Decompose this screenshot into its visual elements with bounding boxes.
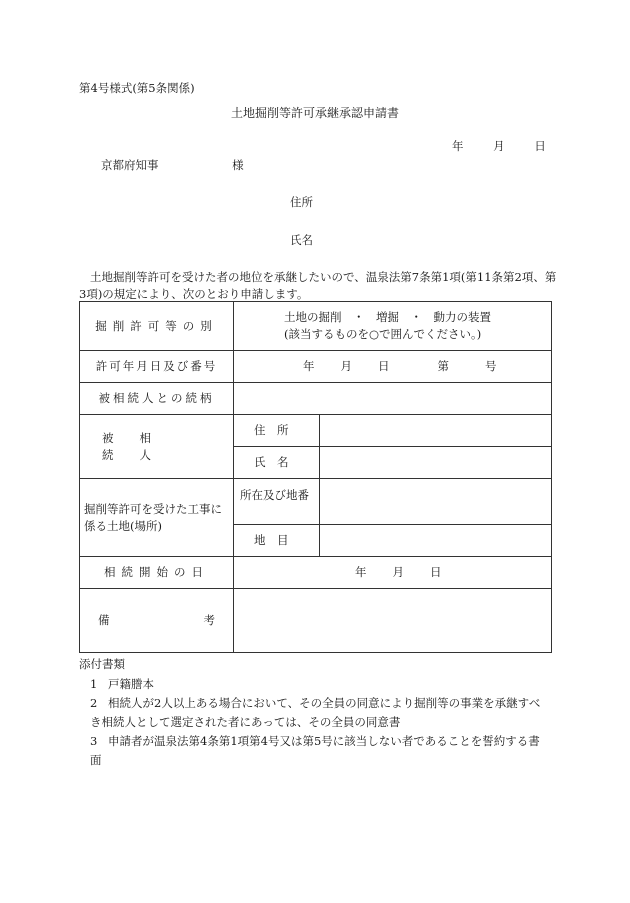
applicant-name-label: 氏名 — [290, 233, 313, 247]
application-date — [452, 138, 546, 154]
remarks-value[interactable] — [234, 589, 552, 653]
date-year-label: 年 — [452, 139, 464, 153]
applicant-address-label: 住所 — [290, 195, 313, 209]
attachment-item — [90, 675, 550, 694]
permit-type-instruction: (該当するものを○で囲んでください。) — [284, 327, 482, 341]
attachment-item — [90, 694, 550, 732]
attachments-heading: 添付書類 — [79, 657, 125, 671]
permit-date-label-cell — [80, 351, 234, 383]
inheritance-date-label: 相続開始の日 — [104, 565, 209, 579]
decedent-name-label-cell — [234, 447, 320, 479]
decedent-label-cell — [80, 415, 234, 479]
application-table — [79, 301, 552, 653]
permit-type-value-cell[interactable] — [234, 302, 552, 351]
table-row-inheritance-date — [80, 557, 552, 589]
permit-date-month: 月 — [340, 359, 352, 373]
table-row-decedent-address — [80, 415, 552, 447]
land-location-label: 所在及び地番 — [240, 488, 309, 502]
land-category-label: 地 目 — [254, 533, 289, 547]
permit-number-prefix: 第 — [437, 359, 449, 373]
decedent-address-label-cell — [234, 415, 320, 447]
remarks-label-cell — [80, 589, 234, 653]
inheritance-date-year: 年 — [355, 565, 367, 579]
decedent-name-label: 氏 名 — [254, 455, 289, 469]
remarks-label-right: 考 — [203, 613, 215, 627]
attachment-number: 2 — [90, 696, 98, 710]
inheritance-date-month: 月 — [392, 565, 404, 579]
attachment-text: 相続人が2人以上ある場合において、その全員の同意により掘削等の事業を承継すべき相続人として選定された者にあっては、その全員の同意書 — [90, 696, 541, 729]
permit-date-label: 許可年月日及び番号 — [95, 359, 218, 373]
relationship-value-cell[interactable] — [234, 383, 552, 415]
addressee-honorific: 様 — [232, 158, 244, 172]
attachment-text: 戸籍謄本 — [108, 677, 154, 691]
inheritance-date-day: 日 — [430, 565, 442, 579]
attachment-number: 1 — [90, 677, 98, 691]
attachment-text: 申請者が温泉法第4条第1項第4号又は第5号に該当しない者であることを誓約する書面 — [90, 734, 540, 767]
permit-type-label-cell — [80, 302, 234, 351]
inheritance-date-value-cell[interactable] — [234, 557, 552, 589]
relationship-label-cell — [80, 383, 234, 415]
land-label: 掘削等許可を受けた工事に係る土地(場所) — [84, 501, 222, 533]
decedent-name-value[interactable] — [320, 447, 552, 479]
addressee-name: 京都府知事 — [101, 158, 159, 172]
table-row-remarks — [80, 589, 552, 653]
land-label-cell — [80, 479, 234, 557]
addressee — [101, 157, 244, 173]
permit-date-year: 年 — [303, 359, 315, 373]
permit-number-suffix: 号 — [485, 359, 497, 373]
remarks-label — [98, 612, 215, 629]
table-row-permit-type — [80, 302, 552, 351]
land-category-value[interactable] — [320, 525, 552, 557]
inheritance-date-label-cell — [80, 557, 234, 589]
land-location-label-cell — [234, 479, 320, 525]
intro-paragraph — [79, 269, 557, 303]
intro-text: 土地掘削等許可を受けた者の地位を承継したいので、温泉法第7条第1項(第11条第2項、第3項)の規定により、次のとおり申請します。 — [79, 270, 557, 301]
permit-type-label: 掘削許可等の別 — [95, 318, 218, 333]
attachment-number: 3 — [90, 734, 98, 748]
decedent-address-label: 住 所 — [254, 423, 289, 437]
relationship-label: 被相続人との続柄 — [98, 391, 215, 405]
attachment-item — [90, 732, 550, 770]
form-number: 第4号様式(第5条関係) — [79, 81, 195, 95]
document-title: 土地掘削等許可承継承認申請書 — [230, 106, 399, 120]
decedent-address-value[interactable] — [320, 415, 552, 447]
table-row-relationship — [80, 383, 552, 415]
table-row-permit-date — [80, 351, 552, 383]
land-category-label-cell — [234, 525, 320, 557]
land-location-value[interactable] — [320, 479, 552, 525]
permit-type-options: 土地の掘削 ・ 増掘 ・ 動力の装置 — [284, 310, 491, 324]
remarks-label-left: 備 — [98, 613, 110, 627]
permit-date-day: 日 — [378, 359, 390, 373]
table-row-land-location — [80, 479, 552, 525]
permit-date-value-cell[interactable] — [234, 351, 552, 383]
date-month-label: 月 — [493, 139, 505, 153]
decedent-label — [102, 430, 211, 464]
decedent-label-text: 被相続人 — [102, 430, 177, 462]
date-day-label: 日 — [534, 139, 546, 153]
